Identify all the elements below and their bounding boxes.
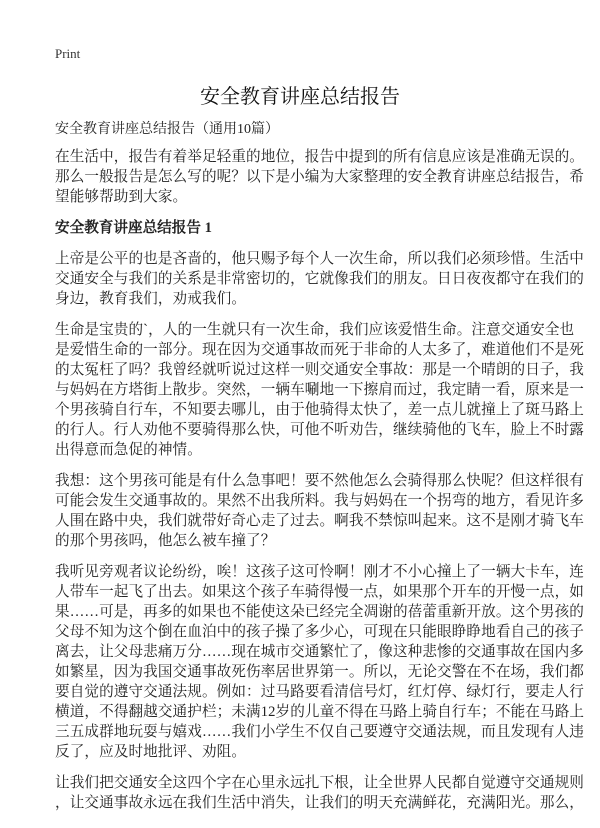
text-line: 在生活中，报告有着举足轻重的地位，报告中提到的所有信息应该是准确无误的。 [55,149,584,165]
text-line: 人围在路中央，我们就带好奇心走了过去。啊我不禁惊叫起来。这不是刚才骑飞车 [55,513,584,529]
text-line: 望能够帮助到大家。 [55,189,188,205]
body-paragraph [55,249,584,309]
print-link[interactable]: Print [55,46,81,61]
text-line: 如繁星，因为我国交通事故死伤率居世界第一。所以，无论交警在不在场，我们都 [55,664,584,680]
text-line: 身边，教育我们，劝戒我们。 [55,291,247,307]
text-line: 个男孩骑自行车，不知要去哪儿，由于他骑得太快了，差一点儿就撞上了斑马路上 [55,402,584,418]
text-line: 反了，应及时地批评、劝阻。 [55,744,247,760]
text-line: 我听见旁观者议论纷纷，唉！这孩子这可怜啊！刚才不小心撞上了一辆大卡车，连 [55,564,584,580]
text-line: 上帝是公平的也是吝啬的，他只赐予每个人一次生命，所以我们必须珍惜。生活中 [55,251,584,267]
text-line: 离去，让父母悲痛万分……现在城市交通繁忙了，像这种悲惨的交通事故在国内多 [55,644,584,660]
text-line: 生命是宝贵的`，人的一生就只有一次生命，我们应该爱惜生命。注意交通安全也 [55,322,575,338]
text-line: 的行人。行人劝他不要骑得那么快，可他不听劝告，继续骑他的飞车，脸上不时露 [55,422,584,438]
text-line: 父母不知为这个倒在血泊中的孩子操了多少心，可现在只能眼睁睁地看自己的孩子 [55,624,584,640]
text-line: 那么一般报告是怎么写的呢？以下是小编为大家整理的安全教育讲座总结报告，希 [55,169,584,185]
document-subtitle: 安全教育讲座总结报告（通用10篇） [55,122,279,137]
body-paragraph [55,773,584,813]
body-paragraph [55,562,585,762]
text-line: 三五成群地玩耍与嬉戏……我们小学生不仅自己要遵守交通法规，而且发现有人违 [55,724,584,740]
section-heading: 安全教育讲座总结报告 1 [55,220,212,236]
text-line: 的那个男孩吗，他怎么被车撞了？ [55,533,276,549]
text-line: 的太冤枉了吗？我曾经就听说过这样一则交通安全事故：那是一个晴朗的日子，我 [55,362,584,378]
page-title: 安全教育讲座总结报告 [200,86,400,108]
text-line: 人带车一起飞了出去。如果这个孩子车骑得慢一点，如果那个开车的开慢一点，如 [55,584,584,600]
document-body [55,147,585,824]
text-line: 横道，不得翻越交通护栏；未满12岁的儿童不得在马路上骑自行车；不能在马路上 [55,704,585,720]
text-line: 我想：这个男孩可能是有什么急事吧！要不然他怎么会骑得那么快呢？但这样很有 [55,473,584,489]
text-line: 交通安全与我们的关系是非常密切的，它就像我们的朋友。日日夜夜都守在我们的 [55,271,584,287]
text-line: 是爱惜生命的一部分。现在因为交通事故而死于非命的人太多了，难道他们不是死 [55,342,584,358]
text-line: ，让交通事故永远在我们生活中消失，让我们的明天充满鲜花，充满阳光。那么， [55,795,584,811]
text-line: 让我们把交通安全这四个字在心里永远扎下根，让全世界人民都自觉遵守交通规则 [55,775,584,791]
intro-paragraph [55,147,584,207]
text-line: 与妈妈在方塔街上散步。突然，一辆车唰地一下擦肩而过，我定睛一看，原来是一 [55,382,584,398]
text-line: 要自觉的遵守交通法规。例如：过马路要看清信号灯，红灯停、绿灯行，要走人行 [55,684,584,700]
paragraphs [55,249,585,813]
body-paragraph [55,320,584,460]
body-paragraph [55,471,584,551]
text-line: 可能会发生交通事故的。果然不出我所料。我与妈妈在一个拐弯的地方，看见许多 [55,493,584,509]
text-line: 出得意而急促的神情。 [55,442,202,458]
text-line: 果……可是，再多的如果也不能使这朵已经完全凋谢的蓓蕾重新开放。这个男孩的 [55,604,584,620]
